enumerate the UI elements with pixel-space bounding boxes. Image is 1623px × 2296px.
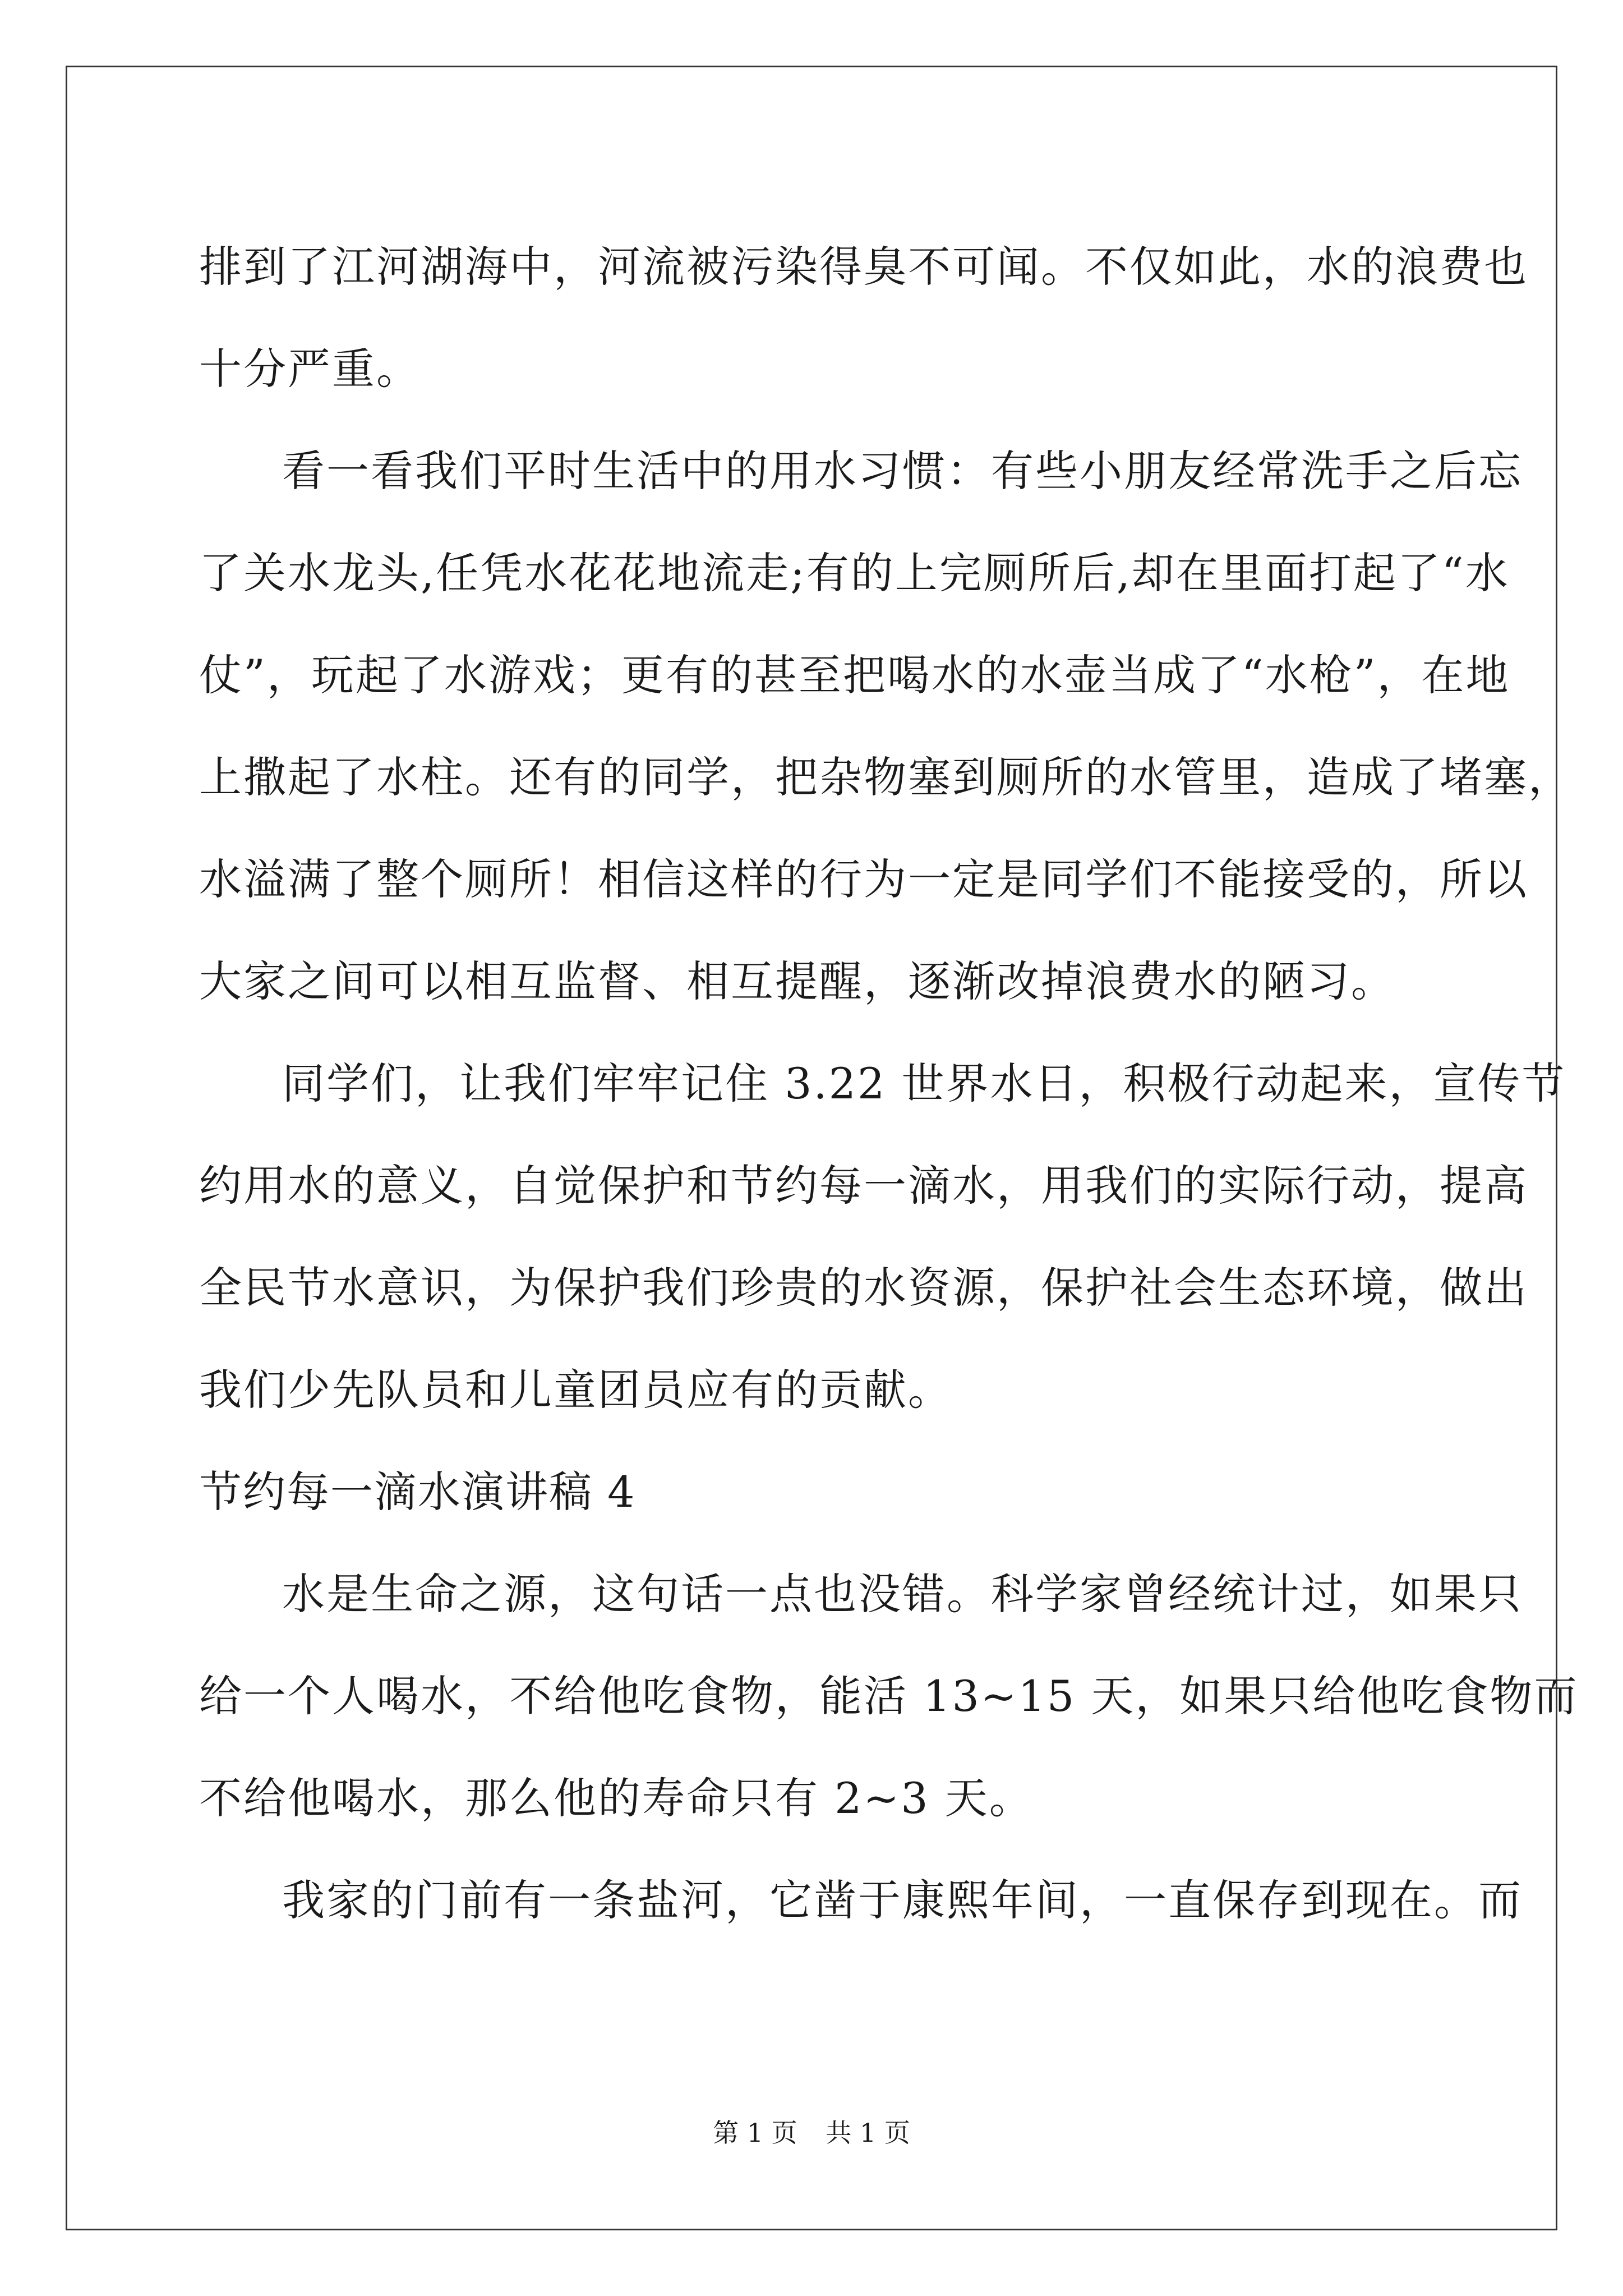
section-heading: 节约每一滴水演讲稿 4	[199, 1467, 636, 1517]
paragraph	[199, 420, 1573, 1033]
page-footer	[0, 2116, 1623, 2150]
text-line: 我们少先队员和儿童团员应有的贡献。	[199, 1365, 952, 1415]
text-line: 十分严重。	[199, 344, 421, 394]
text-line: 仗”，玩起了水游戏；更有的甚至把喝水的水壶当成了“水枪”，在地	[199, 650, 1510, 700]
text-line: 上撒起了水柱。还有的同学，把杂物塞到厕所的水管里，造成了堵塞，	[199, 752, 1573, 802]
paragraph	[199, 1849, 1523, 1952]
text-line: 给一个人喝水，不给他吃食物，能活 13~15 天，如果只给他吃食物而	[199, 1671, 1579, 1721]
text-line: 水是生命之源，这句话一点也没错。科学家曾经统计过，如果只	[282, 1569, 1523, 1619]
paragraph	[199, 1033, 1566, 1441]
text-line: 排到了江河湖海中，河流被污染得臭不可闻。不仅如此，水的浪费也	[199, 242, 1528, 292]
text-line: 不给他喝水，那么他的寿命只有 2~3 天。	[199, 1773, 1034, 1823]
text-line: 看一看我们平时生活中的用水习惯：有些小朋友经常洗手之后忘	[282, 446, 1523, 496]
text-line: 大家之间可以相互监督、相互提醒，逐渐改掉浪费水的陋习。	[199, 956, 1395, 1006]
text-line: 水溢满了整个厕所！相信这样的行为一定是同学们不能接受的，所以	[199, 854, 1528, 904]
text-line: 了关水龙头,任凭水花花地流走;有的上完厕所后,却在里面打起了“水	[199, 548, 1510, 598]
page-total: 共 1 页	[826, 2118, 910, 2148]
paragraph	[199, 1543, 1579, 1849]
paragraph	[199, 216, 1528, 420]
text-line: 我家的门前有一条盐河，它凿于康熙年间，一直保存到现在。而	[282, 1875, 1523, 1925]
page-number: 第 1 页	[713, 2118, 797, 2148]
text-line: 全民节水意识，为保护我们珍贵的水资源，保护社会生态环境，做出	[199, 1263, 1528, 1313]
document-body	[199, 216, 1579, 1952]
text-line: 约用水的意义，自觉保护和节约每一滴水，用我们的实际行动，提高	[199, 1161, 1528, 1211]
text-line: 同学们，让我们牢牢记住 3.22 世界水日，积极行动起来，宣传节	[282, 1059, 1566, 1108]
